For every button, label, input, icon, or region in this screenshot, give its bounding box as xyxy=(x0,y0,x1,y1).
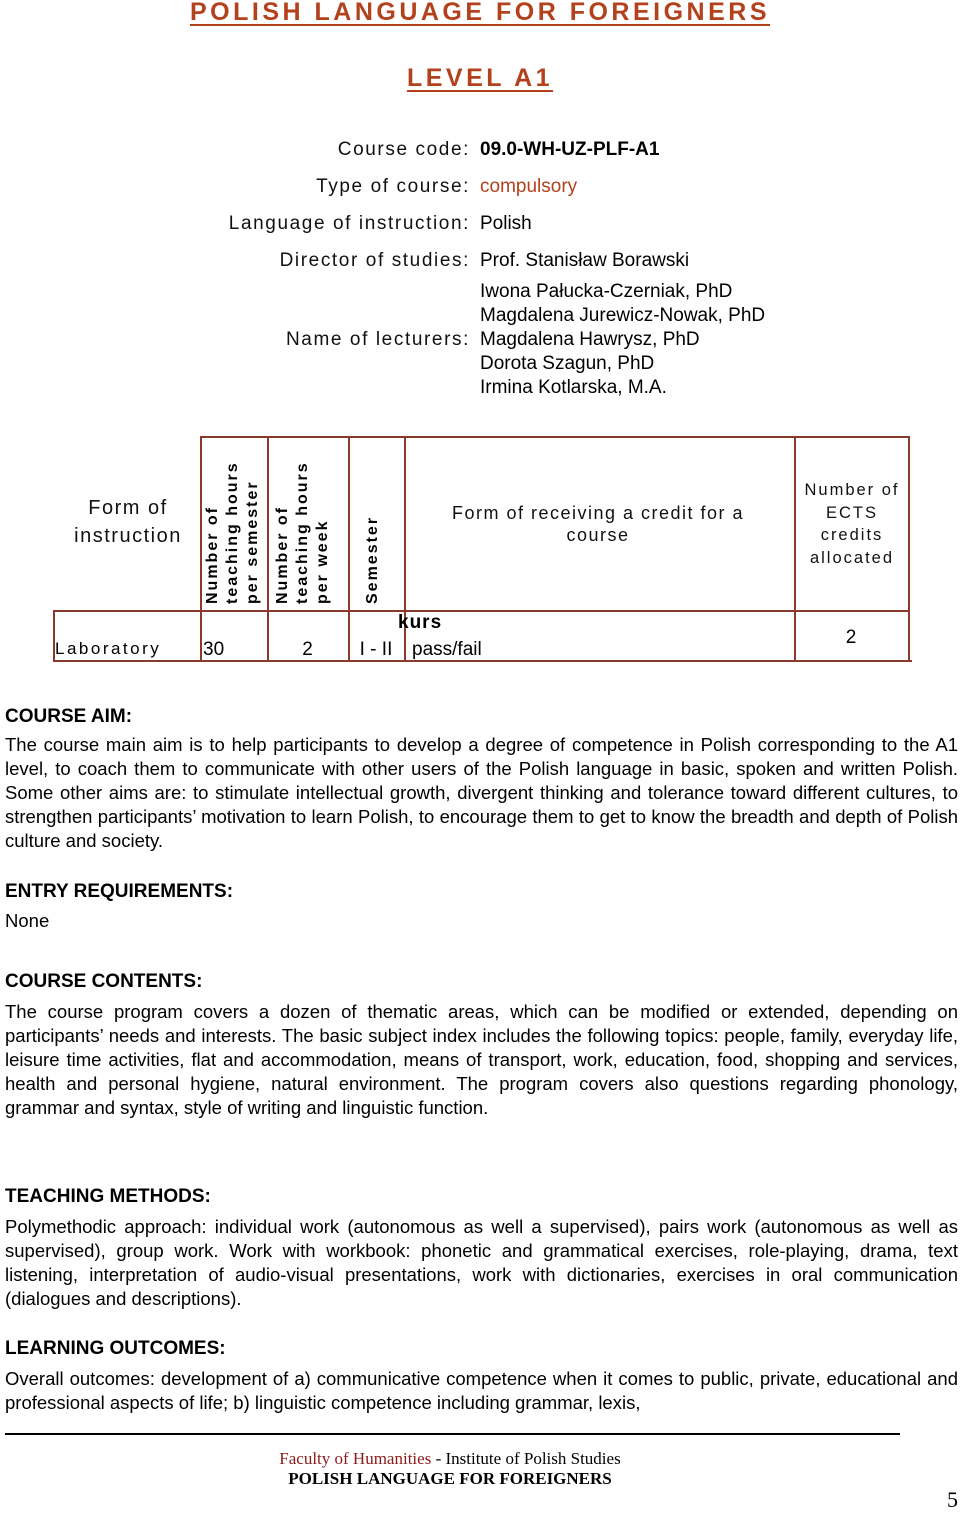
lecturer-name: Dorota Szagun, PhD xyxy=(480,353,655,374)
row-hours-week: 2 xyxy=(302,639,313,660)
entry-text: None xyxy=(5,910,50,931)
row-semester: I - II xyxy=(359,639,393,660)
course-type-value: compulsory xyxy=(480,176,578,197)
footer-divider xyxy=(5,1433,900,1435)
footer-separator: - xyxy=(431,1449,446,1468)
level-title: LEVEL A1 xyxy=(406,64,554,92)
language-label: Language of instruction: xyxy=(228,213,470,234)
course-table xyxy=(53,436,910,662)
outcomes-text: Overall outcomes: development of a) communicative competence when it comes to public, private, educational and professional aspects of life; b) linguistic competence including grammar, lexis, xyxy=(5,1368,958,1414)
lecturer-name: Irmina Kotlarska, M.A. xyxy=(480,377,667,398)
course-code-value: 09.0-WH-UZ-PLF-A1 xyxy=(480,139,660,160)
lecturer-name: Magdalena Jurewicz-Nowak, PhD xyxy=(480,305,766,326)
contents-text: The course program covers a dozen of thematic areas, which can be modified or extended, depending on participants’ needs and interests. The basic subject index includes the following topics: people, family, everyday life, leisure time activities, flat and accommodation, means of transport, work, education, food, shopping and services, health and personal hygiene, natural environment. The program covers also questions regarding phonology, grammar and syntax, style of writing and linguistic function. xyxy=(5,1001,958,1119)
header-ects: Number of ECTS credits allocated xyxy=(804,481,900,567)
director-value: Prof. Stanisław Borawski xyxy=(480,250,690,271)
lecturer-name: Iwona Pałucka-Czerniak, PhD xyxy=(480,281,733,302)
row-credit: pass/fail xyxy=(412,639,482,660)
entry-heading: ENTRY REQUIREMENTS: xyxy=(5,881,234,902)
language-value: Polish xyxy=(480,213,532,234)
header-semester: Semester xyxy=(364,515,381,604)
aim-text: The course main aim is to help participants to develop a degree of competence in Polish corresponding to the A1 level, to coach them to communicate with other users of the Polish language in basic, spoken and written Polish. Some other aims are: to stimulate intellectual growth, divergent thinking and tolerance toward different cultures, to strengthen participants’ motivation to learn Polish, to encourage them to get to know the breadth and depth of Polish culture and society. xyxy=(5,734,958,852)
outcomes-heading: LEARNING OUTCOMES: xyxy=(5,1338,226,1359)
methods-text: Polymethodic approach: individual work (autonomous as well a supervised), pairs work (autonomous as well as supervised), group work. Work with workbook: phonetic and grammatical exercises, role-playing, drama, text listening, interpretation of audio-visual presentations, work with dictionaries, exercises in oral communication (dialogues and descriptions). xyxy=(5,1216,958,1310)
director-label: Director of studies: xyxy=(279,250,470,271)
footer-program: POLISH LANGUAGE FOR FOREIGNERS xyxy=(288,1469,612,1488)
course-code-label: Course code: xyxy=(337,139,470,160)
page-title: POLISH LANGUAGE FOR FOREIGNERS xyxy=(189,0,771,26)
footer-institute xyxy=(0,1449,900,1469)
row-hours-semester: 30 xyxy=(203,639,225,660)
header-hours-per-semester: Number of teaching hours per semester xyxy=(204,461,261,604)
header-hours-per-week: Number of teaching hours per week xyxy=(274,461,331,604)
page-number: 5 xyxy=(947,1487,958,1512)
header-credit-form: Form of receiving a credit for a course xyxy=(451,503,745,545)
lecturer-name: Magdalena Hawrysz, PhD xyxy=(480,329,700,350)
methods-heading: TEACHING METHODS: xyxy=(5,1186,211,1207)
footer-faculty: Faculty of Humanities xyxy=(279,1449,432,1468)
course-type-label: Type of course: xyxy=(316,176,470,197)
aim-heading: COURSE AIM: xyxy=(5,706,133,727)
row-form: Laboratory xyxy=(55,639,162,658)
row-ects: 2 xyxy=(845,627,857,648)
lecturers-label: Name of lecturers: xyxy=(285,329,470,350)
header-form-of-instruction: Form of instruction xyxy=(74,497,182,547)
contents-heading: COURSE CONTENTS: xyxy=(5,971,203,992)
footer-institute-name: Institute of Polish Studies xyxy=(445,1449,621,1468)
table-subheader: kurs xyxy=(398,612,443,633)
